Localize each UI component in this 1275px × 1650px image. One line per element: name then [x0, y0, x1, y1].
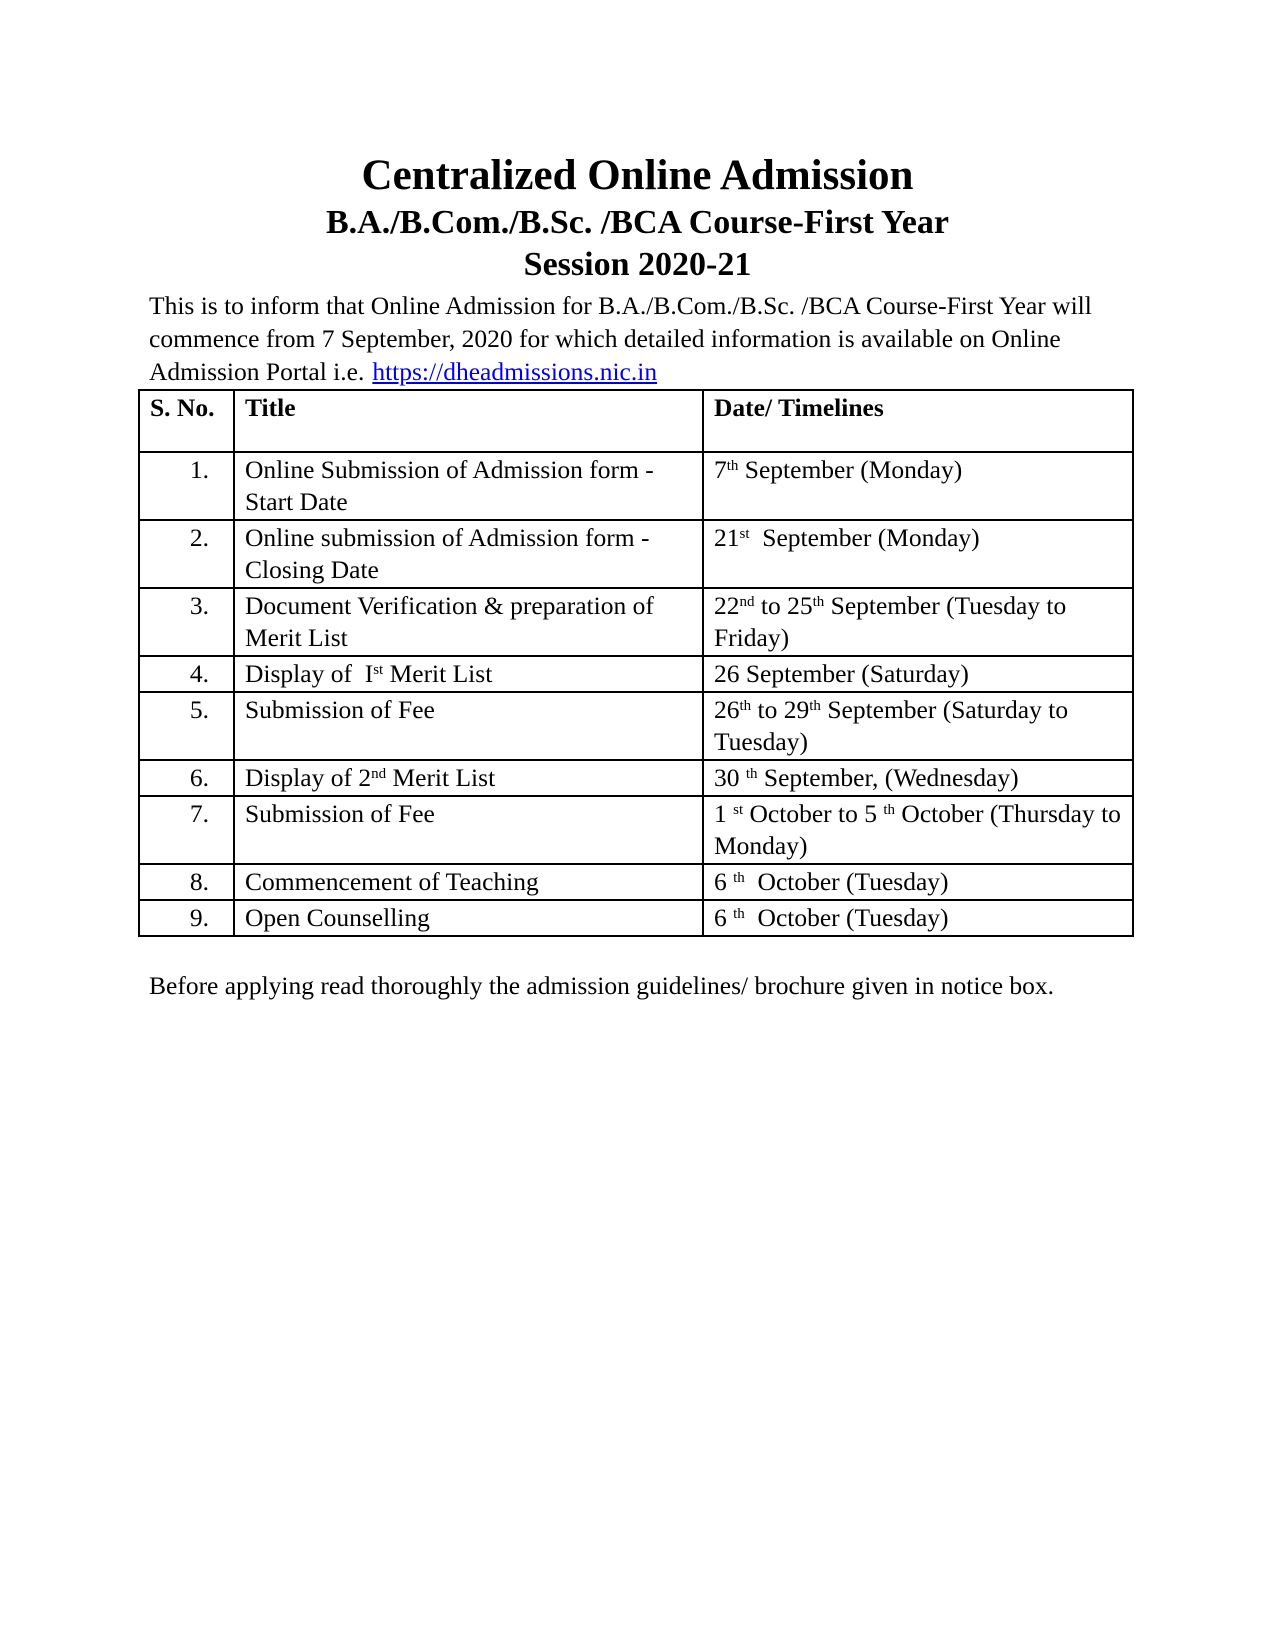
row-title — [234, 656, 703, 692]
row-date — [703, 760, 1133, 796]
date-ordinal: th — [745, 765, 758, 782]
date-part: October (Tuesday) — [744, 867, 949, 896]
intro-text: This is to inform that Online Admission for B.A./B.Com./B.Sc. /BCA Course-First Year will commence from 7 September, 2020 for which detailed information is available on Online Admission Portal i.e. — [149, 291, 1092, 386]
table-row — [139, 760, 1133, 796]
date-part: to 29 — [751, 695, 810, 724]
session-heading: Session 2020-21 — [523, 246, 752, 283]
date-part: 7 — [714, 455, 727, 484]
row-title: Open Counselling — [234, 900, 703, 936]
title-ordinal: st — [373, 661, 384, 678]
header-sno: S. No. — [139, 390, 234, 452]
date-ordinal: st — [739, 525, 750, 542]
row-sno: 9. — [139, 900, 234, 936]
date-part: 30 — [714, 763, 746, 792]
date-part: September (Monday) — [749, 523, 980, 552]
row-date — [703, 864, 1133, 900]
date-ordinal: th — [739, 697, 752, 714]
table-row — [139, 900, 1133, 936]
table-row — [139, 796, 1133, 864]
date-part: 6 — [714, 867, 734, 896]
row-date — [703, 588, 1133, 656]
table-row — [139, 452, 1133, 520]
table-row — [139, 588, 1133, 656]
date-ordinal: st — [733, 801, 744, 818]
date-part: October (Thursday to Monday) — [714, 799, 1128, 860]
date-part: September (Monday) — [738, 455, 963, 484]
header-title: Title — [234, 390, 703, 452]
schedule-table — [138, 389, 1134, 937]
document-title: Centralized Online Admission — [361, 152, 914, 199]
row-date — [703, 520, 1133, 588]
date-ordinal: th — [883, 801, 896, 818]
row-date — [703, 796, 1133, 864]
date-part: 22 — [714, 591, 740, 620]
row-title: Online Submission of Admission form - Start Date — [234, 452, 703, 520]
date-part: 6 — [714, 903, 734, 932]
title-ordinal: nd — [371, 765, 387, 782]
title-part: Display of 2 — [245, 763, 372, 792]
date-ordinal: th — [733, 869, 745, 886]
header-date: Date/ Timelines — [703, 390, 1133, 452]
row-title: Commencement of Teaching — [234, 864, 703, 900]
date-part: October to 5 — [743, 799, 884, 828]
course-heading: B.A./B.Com./B.Sc. /BCA Course-First Year — [326, 204, 949, 241]
row-date: 26 September (Saturday) — [703, 656, 1133, 692]
table-row — [139, 692, 1133, 760]
row-title: Submission of Fee — [234, 692, 703, 760]
date-part: 21 — [714, 523, 740, 552]
row-title: Document Verification & preparation of Merit List — [234, 588, 703, 656]
date-ordinal: th — [809, 697, 821, 714]
date-part: September (Saturday to Tuesday) — [714, 695, 1075, 756]
row-sno: 3. — [139, 588, 234, 656]
row-title: Online submission of Admission form - Closing Date — [234, 520, 703, 588]
date-ordinal: nd — [739, 593, 755, 610]
row-sno: 6. — [139, 760, 234, 796]
table-row — [139, 864, 1133, 900]
row-title: Submission of Fee — [234, 796, 703, 864]
row-date — [703, 452, 1133, 520]
title-part: Display of I — [245, 659, 374, 688]
date-part: 26 — [714, 695, 740, 724]
date-part: September, (Wednesday) — [757, 763, 1019, 792]
row-date — [703, 692, 1133, 760]
table-header-row — [139, 390, 1133, 452]
intro-paragraph — [149, 289, 1139, 388]
portal-link[interactable]: https://dheadmissions.nic.in — [372, 357, 658, 386]
row-sno: 4. — [139, 656, 234, 692]
title-part: Merit List — [383, 659, 493, 688]
date-part: September (Tuesday to Friday) — [714, 591, 1073, 652]
title-part: Merit List — [386, 763, 496, 792]
table-row — [139, 520, 1133, 588]
date-part: October (Tuesday) — [744, 903, 949, 932]
row-date — [703, 900, 1133, 936]
date-part: 1 — [714, 799, 734, 828]
row-sno: 7. — [139, 796, 234, 864]
row-sno: 1. — [139, 452, 234, 520]
date-ordinal: th — [733, 905, 745, 922]
footer-note: Before applying read thoroughly the admission guidelines/ brochure given in notice box. — [149, 971, 1055, 1000]
row-sno: 2. — [139, 520, 234, 588]
date-ordinal: th — [726, 457, 739, 474]
row-sno: 8. — [139, 864, 234, 900]
table-row — [139, 656, 1133, 692]
date-part: to 25 — [754, 591, 813, 620]
row-sno: 5. — [139, 692, 234, 760]
date-ordinal: th — [812, 593, 825, 610]
row-title — [234, 760, 703, 796]
